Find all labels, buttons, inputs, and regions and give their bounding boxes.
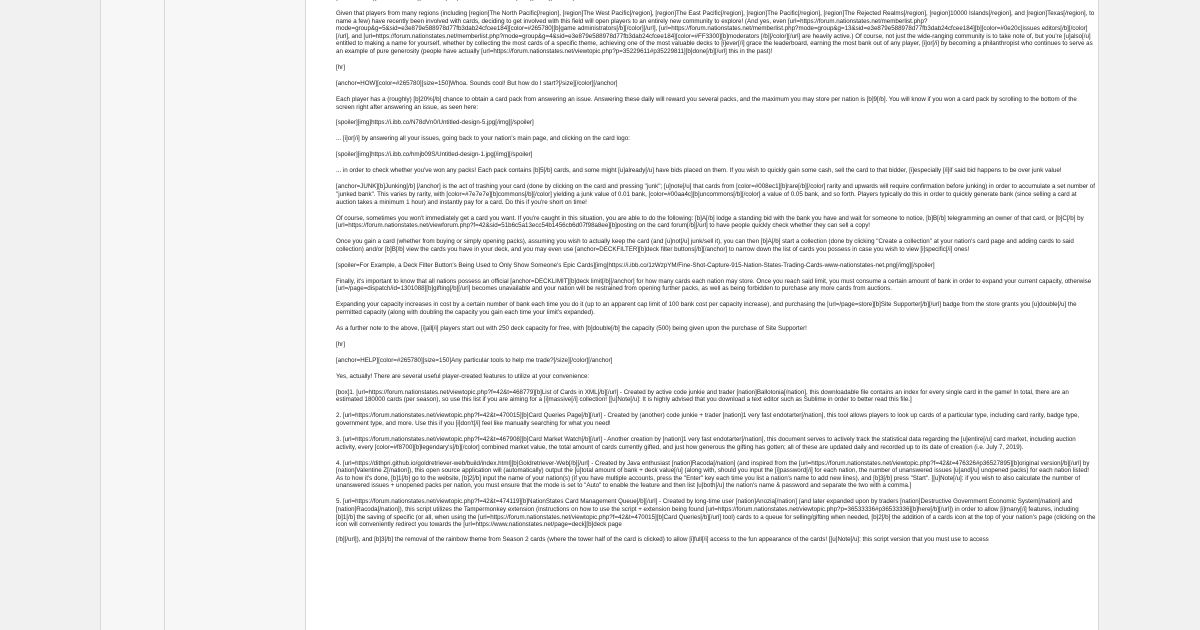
paragraph-deck-limit: Finally, it's important to know that all nations possess an official [anchor=DECKLIMIT][b]deck limit[/b][/anchor] for how many cards each nation may store. Once you reach said limit, you must consume a certain amount of bank in order to expand your current capacity, otherwise [url=/page=dispatch/id=1301088][b]gifting[/b][/url] becomes unavailable and your nation will be restrained from opening further packs, as well as being forbidden to purchase any more cards from auctions. [336,277,1092,293]
right-margin [1099,0,1200,630]
paragraph-top-anchor [336,0,1096,2]
paragraph-card-pack-chance: Each player has a (roughly) [b]20%[/b] chance to obtain a card pack from answering an issue. Answering these daily will reward you several packs, and the maximum you may store per nation is [b]9[/b]. You will know if you won a card pack by scrolling to the bottom of the screen right after answering an issue, as seen here: [336,95,1077,111]
spoiler-deck-filter: [spoiler=For Example, a Deck Filter Button's Being Used to Only Show Someone's Epic Cards][img]https://i.ibb.co/1zWzpYM/Fine-Shot-Capture-915-Nation-States-Trading-Cards-www-nationstates-net.png[/img][/spoiler] [336,261,935,269]
tool-item-3: 3. [url=https://forum.nationstates.net/viewtopic.php?f=42&t=467908][b]Card Market Watch[/b][/url] - Another creation by [nation]1 very fast endotarter[/nation], this document serves to actively track the statistical data regarding the [u]entire[/u] card market, including auction activity, every [color=#f8700][b]legendary's[/b][/color] combined market value, the total amount of cards currently gifted, and just how generous the gifting has gotten; all of these are updated daily and recorded up to its date of creation (i.e. July 7, 2019). [336,435,1076,451]
paragraph-regions: Given that players from many regions (including [region]The North Pacific[/region], [region]The West Pacific[/region], [region]The East Pacific[/region], [region]The Pacific[/region], [region]The Rejected Realms[/region], [region]10000 Islands[/region], and [region]Texas[/region], to name a few) have recently been involved with cards, deciding to get involved with this field will open players to an entirely new community to explore! (And yes, even [url=https://forum.nationstates.net/memberlist.php?mode=group&g=5&sid=e3e879e588978d77fb3dab24cfcee184][color=#265780][b]game administrators[/b][/color][/url], [url=https://forum.nationstates.net/memberlist.php?mode=group&g=13&sid=e3e879e588978d77fb3dab24cfcee184][b][color=#0e20c]issues editors[/b][/color][/url], and [url=https://forum.nationstates.net/memberlist.php?mode=group&g=4&sid=e3e879e588978d77fb3dab24cfcee184][color=#FF3300][b]moderators [/b][/color][/url] are heavily active.) Of course, not just the wide-ranging community is to take note of, but you're [u]also[/u] entitled to making a name for yourself, whether by collecting the most cards of a specific theme, achieving one of the most valuable decks to [i]ever[/i] grace the leaderboard, earning the most bank out of any player, [i]or[/i] by becoming a philanthropist who continues to serve as an example of pure generosity (people have actually [url=https://forum.nationstates.net/viewtopic.php?p=35229611#p35229811][b]done[/b][/url] this in the past)! [336,9,1095,55]
tool-item-4: 4. [url=https://dithpri.github.io/goldretriever-web/build/index.html][b]Goldretriever-Web[/b][/url] - Created by Java enthusiast [nation]Racoda[/nation] (and inspired from the [url=https://forum.nationstates.net/viewtopic.php?f=42&t=476326#p36527895][b]original version[/b][/url] by [nation]Valentine Z[/nation]), this open source application will (automatically) output the [u]total amount of bank + deck value[/u] (along with, should you input the [i]password[/i] for each nation, the number of unanswered issues [u]and[/u] unopened packs) for each nation listed! As to how it's done, [b]1[/b] go to the website, [b]2[/b] input the name of your nation(s) (if you have multiple accounts, press the "Enter" key each time you list a nation's name to add new lines), and [b]3[/b] press "Start". [[u]Note[/u]: if you wish to also calculate the number of unanswered issues + unopened packs per nation, you must ensure that the mode is set to "Auto" to enable the feature and then list [u]both[/u] the nation's name & password and separate the two with a comma.] [336,459,1090,490]
paragraph-standing-bid: Of course, sometimes you won't immediately get a card you want. If you're caught in this situation, you are able to do the following: [b]A[/b] lodge a standing bid with the bank you have and wait for someone to notice, [b]B[/b] telegramming an owner of that card, or [b]C[/b] by [url=https://forum.nationstates.net/viewforum.php?f=42&sid=51b6c5a13ecc54b1456cb6d07f98a8ee][b]posting on the card forum[/b][/url] to have people quickly check whether they can sell a copy! [336,214,1084,230]
tool-item-2: 2. [url=https://forum.nationstates.net/viewtopic.php?f=42&t=470015][b]Card Queries Page[/b][/url] - Created by (another) code junkie + trader [nation]1 very fast endotarter[/nation], this tool allows players to look up cards of a particular type, including card rarity, badge type, government type, and more. Use this if you [i]don't[/i] feel like manually searching for what you need! [336,412,1080,427]
paragraph-junking: [anchor=JUNK][b]Junking[/b] [/anchor] is the act of trashing your card (done by clicking on the card and pressing "junk"; [u]note[/u] that cards from [color=#008ec1][b]rare[/b][/color] rarity and upwards will require confirmation before junking) in order to accumulate a set number of "junked bank". This varies by rarity, with [color=#7e7e7e][b]commons[/b][/color] yielding a junk value of 0.01 bank, [color=#00aa4c][b]uncommons[/b][/color] a value of 0.05 bank, and so forth. Players typically do this in order to quickly generate bank (since selling a card at auction takes a minimum 1 hour) and instantly pay for a card. Do this if you're short on time! [336,183,1095,206]
paragraph-pack-contents: ... in order to check whether you've won any packs! Each pack contains [b]5[/b] cards, and some might [u]already[/u] have bids placed on them. If you wish to quickly gain some cash, sell the card to that bidder, [i]especially [/i]if said bid happens to be over junk value! [336,167,1062,175]
paragraph-tools-intro: Yes, actually! There are several useful player-created features to utilize at your convenience: [336,372,590,380]
heading-help: [anchor=HELP][color=#265780][size=150]Any particular tools to help me trade?[/size][/color][/anchor] [336,356,613,364]
spoiler-image-1: [spoiler][img]https://i.ibb.co/N78dVn0/Untitled-design-5.jpg[/img][/spoiler] [336,119,534,127]
paragraph-capacity: Expanding your capacity increases in cost by a certain number of bank each time you do it (up to an apparent cap limit of 100 bank cost per capacity increase), and purchasing the [url=/page=store][b]Site Supporter[/b][/url] badge from the store grants you [u]double[/u] the permitted capacity (along with doubling the capacity you gain each time your limit's expanded). [336,301,1077,316]
paragraph-start-capacity: As a further note to the above, [i]all[/i] players start out with 250 deck capacity for free, with [b]double[/b] the capacity (500) being given upon the purchase of Site Supporter! [336,324,807,332]
forum-post [306,0,1098,630]
paragraph-card-logo: ... [i]or[/i] by answering all your issues, going back to your nation's main page, and clicking on the card logo: [336,135,630,143]
tool-item-1: [box]1. [url=https://forum.nationstates.net/viewtopic.php?f=42&t=468779][b]List of Cards in XML[/b][/url] - Created by active code junkie and trader [nation]Ballotonia[/nation], this downloadable file contains an index for every single card in the game! In total, there are an estimated 180000 cards (per season), so use this list if you are aiming for a [i]massive[/i] collection! [[u]Note[/u]: It is highly advised that you download a text editor such as Sublime in order to better read this file.] [336,388,1069,404]
spoiler-image-2: [spoiler][img]https://i.ibb.co/hmjb09S/Untitled-design-1.jpg[/img][/spoiler] [336,151,533,159]
left-margin [0,0,100,630]
tool-item-5-continued: [/b][/url]), and [b]3[/b] the removal of the rainbow theme from Season 2 cards (where the tower half of the card is clicked) to allow [i]full[/i] access to the fun appearance of the cards! [[u]Note[/u]: this script version that you must use to access [336,536,989,544]
heading-how: [anchor=HOW][color=#265780][size=150]Whoa. Sounds cool! But how do I start?[/size][/color][/anchor] [336,79,618,87]
left-gutter [101,0,164,630]
post-body[interactable] [336,0,1096,552]
paragraph-collection: Once you gain a card (whether from buying or simply opening packs), assuming you wish to actually keep the card (and [u]not[/u] junk/sell it), you can then [b]A[/b] start a collection (done by clicking "Create a collection" at your nation's card page and adding cards to said collection) and/or [b]B[/b] view the cards you have in your deck, and you may even use [anchor=DECKFILTER][b]deck filter buttons[/b][/anchor] to narrow down the list of cards you possess in case you wish to view [i]specific[/i] ones! [336,238,1074,253]
tool-item-5: 5. [url=https://forum.nationstates.net/viewtopic.php?f=42&t=474119][b]NationStates Card Management Queue[/b][/url] - Created by long-time user [nation]Anozia[/nation] (and later expanded upon by traders [nation]Destructive Government Economic System[/nation] and [nation]Racoda[/nation]), this script utilizes the Tampermonkey extension (instructions on how to use the script + extension being found [url=https://forum.nationstates.net/viewtopic.php?p=36533336#p36533336][b]here[/b][/url]) in order to allow [i]many[/i] features, including [b]1[/b] the saving of specific (or all, when using the [url=https://forum.nationstates.net/viewtopic.php?f=42&t=470015][b]Card Queries[/b][/url] tool) cards to a queue for selling/gifting when needed, [b]2[/b] the addition of a cards icon at the top of your nation's page (clicking on the icon will conveniently redirect you towards the [url=https://www.nationstates.net/page=deck][b]deck page [336,498,1096,529]
horizontal-rule-markup: [hr] [336,63,345,71]
horizontal-rule-markup: [hr] [336,340,345,348]
author-column [165,0,305,630]
